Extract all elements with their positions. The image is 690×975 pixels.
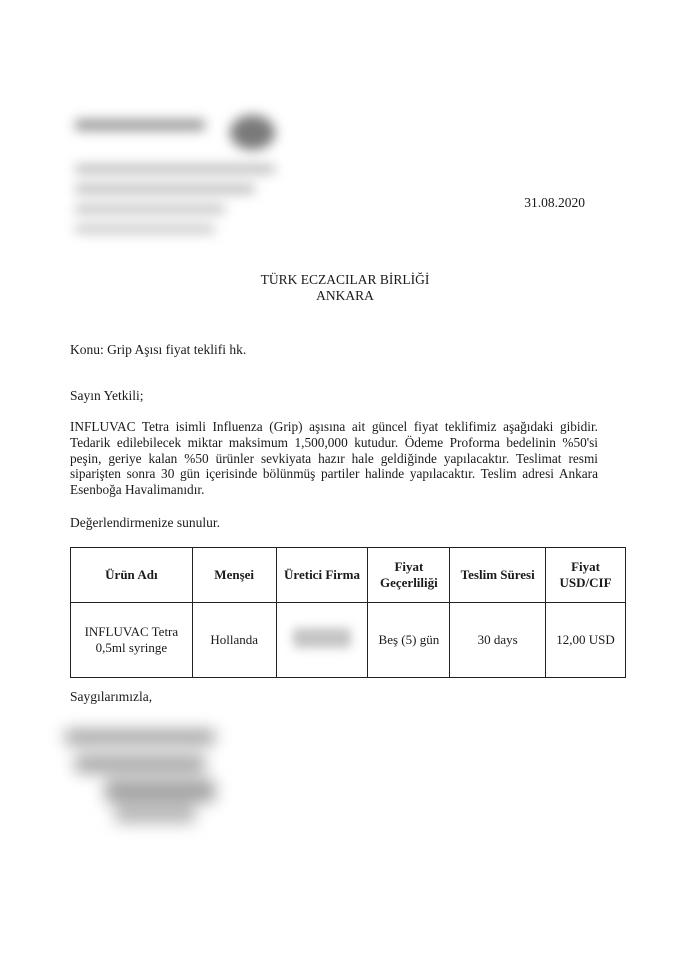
header-price-line2: USD/CIF [559,575,612,590]
header-product: Ürün Adı [71,548,193,603]
header-manufacturer: Üretici Firma [276,548,368,603]
header-validity-line1: Fiyat [394,559,424,574]
header-price [546,548,626,603]
recipient-block [0,272,690,304]
header-price-line1: Fiyat [571,559,600,574]
header-origin: Menşei [192,548,276,603]
redacted-signature [65,725,225,830]
cell-manufacturer [276,603,368,678]
header-delivery: Teslim Süresi [450,548,546,603]
redacted-letterhead [70,110,290,250]
redacted-manufacturer [293,628,351,648]
cell-product [71,603,193,678]
cell-product-line2: 0,5ml syringe [95,640,168,655]
body-paragraph: INFLUVAC Tetra isimli Influenza (Grip) aşısına ait güncel fiyat teklifimiz aşağıdaki gibidir. Tedarik edilebilecek miktar maksimum 1,500,000 kutudur. Ödeme Proforma bedelinin %50'si peşin, geriye kalan %50 ürünler sevkiyata hazır hale geldiğinde yapılacaktır. Teslimat resmi siparişten sonra 30 gün içerisinde bölünmüş partiler halinde yapılacaktır. Teslim adresi Ankara Esenboğa Havalimanıdır. [70,419,598,498]
subject-line: Konu: Grip Aşısı fiyat teklifi hk. [70,342,247,357]
table-header-row [71,548,626,603]
evaluation-line: Değerlendirmenize sunulur. [70,515,220,530]
closing-line: Saygılarımızla, [70,689,153,704]
cell-delivery: 30 days [450,603,546,678]
cell-origin: Hollanda [192,603,276,678]
recipient-city: ANKARA [316,288,374,303]
header-validity-line2: Geçerliliği [380,575,438,590]
cell-validity: Beş (5) gün [368,603,450,678]
salutation: Sayın Yetkili; [70,388,144,403]
table-row [71,603,626,678]
price-offer-table [70,547,626,678]
letter-date: 31.08.2020 [524,195,585,210]
cell-product-line1: INFLUVAC Tetra [84,624,179,639]
recipient-organization: TÜRK ECZACILAR BİRLİĞİ [260,272,430,287]
header-validity [368,548,450,603]
cell-price: 12,00 USD [546,603,626,678]
